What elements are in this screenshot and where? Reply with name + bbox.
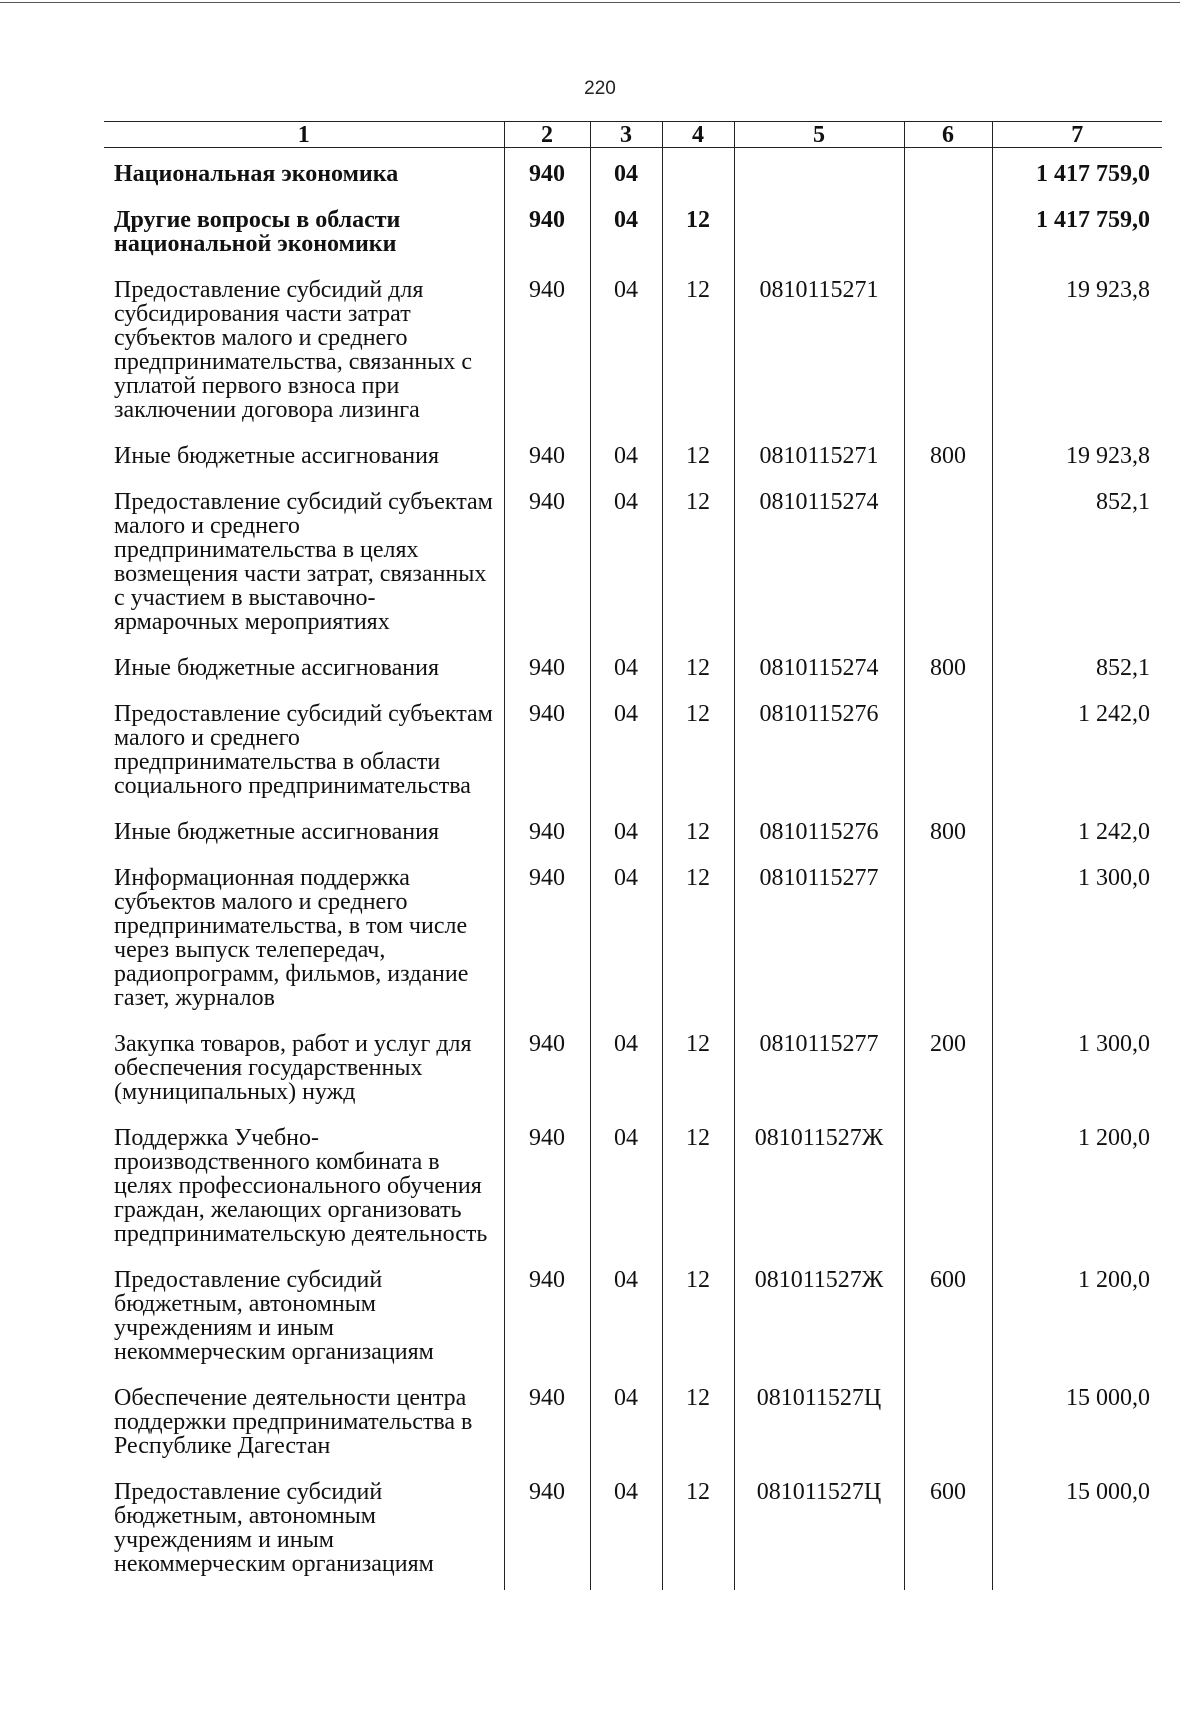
- cell-expense-type: 200: [904, 1024, 992, 1118]
- cell-amount: 15 000,0: [992, 1378, 1162, 1472]
- cell-ministry-code: 940: [504, 1378, 590, 1472]
- cell-subsection: 12: [662, 482, 734, 648]
- table-row: [104, 436, 1162, 482]
- page-number: 220: [584, 78, 616, 99]
- cell-section: 04: [590, 1118, 662, 1260]
- cell-target-article: 0810115271: [734, 436, 904, 482]
- table-row: [104, 270, 1162, 436]
- budget-table: [104, 121, 1162, 1590]
- cell-description: Предоставление субсидий субъектам малого и среднего предпринимательства в области социального предпринимательства: [114, 701, 493, 799]
- cell-description: Предоставление субсидий субъектам малого и среднего предпринимательства в целях возмещения части затрат, связанных с участием в выставочно-ярмарочных мероприятиях: [114, 489, 493, 635]
- cell-amount: 1 200,0: [992, 1260, 1162, 1378]
- cell-section: 04: [590, 812, 662, 858]
- table-header: [104, 122, 1162, 148]
- cell-amount: 1 300,0: [992, 1024, 1162, 1118]
- cell-target-article: 0810115271: [734, 270, 904, 436]
- header-col-5: 5: [734, 122, 904, 148]
- cell-target-article: 0810115274: [734, 482, 904, 648]
- cell-ministry-code: 940: [504, 1118, 590, 1260]
- header-col-2: 2: [504, 122, 590, 148]
- table-body: [104, 148, 1162, 1591]
- cell-section: 04: [590, 1024, 662, 1118]
- cell-expense-type: 800: [904, 436, 992, 482]
- cell-subsection: 12: [662, 858, 734, 1024]
- cell-expense-type: [904, 270, 992, 436]
- cell-description: Национальная экономика: [114, 161, 399, 187]
- cell-description: Обеспечение деятельности центра поддержки предпринимательства в Республике Дагестан: [114, 1385, 473, 1459]
- cell-section: 04: [590, 436, 662, 482]
- header-col-6: 6: [904, 122, 992, 148]
- cell-amount: 19 923,8: [992, 436, 1162, 482]
- cell-ministry-code: 940: [504, 812, 590, 858]
- cell-amount: 1 417 759,0: [992, 200, 1162, 270]
- table-row: [104, 1118, 1162, 1260]
- cell-ministry-code: 940: [504, 648, 590, 694]
- header-row: [104, 122, 1162, 148]
- cell-target-article: 081011527Ж: [734, 1118, 904, 1260]
- cell-amount: 1 417 759,0: [992, 148, 1162, 201]
- cell-ministry-code: 940: [504, 482, 590, 648]
- cell-description: Предоставление субсидий бюджетным, автономным учреждениям и иным некоммерческим организациям: [114, 1479, 434, 1577]
- table-row: [104, 1260, 1162, 1378]
- cell-amount: 852,1: [992, 648, 1162, 694]
- cell-section: 04: [590, 858, 662, 1024]
- cell-expense-type: [904, 1378, 992, 1472]
- cell-ministry-code: 940: [504, 200, 590, 270]
- cell-description: Информационная поддержка субъектов малого и среднего предпринимательства, в том числе через выпуск телепередач, радиопрограмм, фильмов, издание газет, журналов: [114, 865, 469, 1011]
- cell-subsection: 12: [662, 812, 734, 858]
- cell-target-article: 0810115277: [734, 1024, 904, 1118]
- cell-section: 04: [590, 200, 662, 270]
- cell-section: 04: [590, 482, 662, 648]
- cell-subsection: 12: [662, 1260, 734, 1378]
- cell-amount: 852,1: [992, 482, 1162, 648]
- table-row: [104, 648, 1162, 694]
- cell-target-article: 0810115274: [734, 648, 904, 694]
- header-col-7: 7: [992, 122, 1162, 148]
- cell-amount: 19 923,8: [992, 270, 1162, 436]
- cell-target-article: 081011527Ж: [734, 1260, 904, 1378]
- cell-ministry-code: 940: [504, 1260, 590, 1378]
- cell-section: 04: [590, 1472, 662, 1590]
- table-row: [104, 858, 1162, 1024]
- cell-description: Иные бюджетные ассигнования: [114, 655, 439, 681]
- cell-description: Предоставление субсидий бюджетным, автономным учреждениям и иным некоммерческим организациям: [114, 1267, 434, 1365]
- table-row: [104, 694, 1162, 812]
- cell-description: Иные бюджетные ассигнования: [114, 819, 439, 845]
- cell-target-article: 0810115277: [734, 858, 904, 1024]
- table-row: [104, 1378, 1162, 1472]
- cell-ministry-code: 940: [504, 436, 590, 482]
- cell-expense-type: [904, 482, 992, 648]
- cell-subsection: 12: [662, 694, 734, 812]
- header-col-1: 1: [104, 122, 504, 148]
- cell-expense-type: [904, 858, 992, 1024]
- table-row: [104, 1024, 1162, 1118]
- cell-subsection: [662, 148, 734, 201]
- cell-subsection: 12: [662, 200, 734, 270]
- cell-amount: 1 242,0: [992, 812, 1162, 858]
- cell-target-article: 0810115276: [734, 694, 904, 812]
- cell-expense-type: [904, 1118, 992, 1260]
- cell-ministry-code: 940: [504, 1024, 590, 1118]
- cell-description: Предоставление субсидий для субсидирования части затрат субъектов малого и среднего предпринимательства, связанных с уплатой первого взноса при заключении договора лизинга: [114, 277, 472, 423]
- cell-expense-type: 600: [904, 1260, 992, 1378]
- cell-target-article: [734, 200, 904, 270]
- cell-ministry-code: 940: [504, 148, 590, 201]
- cell-subsection: 12: [662, 1378, 734, 1472]
- cell-target-article: [734, 148, 904, 201]
- cell-subsection: 12: [662, 1024, 734, 1118]
- table-row: [104, 148, 1162, 201]
- cell-subsection: 12: [662, 1472, 734, 1590]
- cell-expense-type: 800: [904, 648, 992, 694]
- cell-amount: 1 242,0: [992, 694, 1162, 812]
- cell-ministry-code: 940: [504, 270, 590, 436]
- cell-section: 04: [590, 270, 662, 436]
- cell-target-article: 081011527Ц: [734, 1472, 904, 1590]
- cell-expense-type: 800: [904, 812, 992, 858]
- cell-ministry-code: 940: [504, 858, 590, 1024]
- table-row: [104, 812, 1162, 858]
- table-row: [104, 200, 1162, 270]
- cell-section: 04: [590, 694, 662, 812]
- cell-subsection: 12: [662, 436, 734, 482]
- cell-description: Другие вопросы в области национальной экономики: [114, 207, 401, 257]
- cell-target-article: 081011527Ц: [734, 1378, 904, 1472]
- cell-description: Поддержка Учебно-производственного комбината в целях профессионального обучения граждан, желающих организовать предпринимательскую деятельность: [114, 1125, 488, 1247]
- cell-amount: 15 000,0: [992, 1472, 1162, 1590]
- cell-section: 04: [590, 148, 662, 201]
- cell-ministry-code: 940: [504, 1472, 590, 1590]
- cell-ministry-code: 940: [504, 694, 590, 812]
- cell-expense-type: [904, 694, 992, 812]
- scan-top-border: [0, 2, 1180, 3]
- cell-expense-type: [904, 200, 992, 270]
- cell-subsection: 12: [662, 648, 734, 694]
- cell-target-article: 0810115276: [734, 812, 904, 858]
- cell-amount: 1 300,0: [992, 858, 1162, 1024]
- cell-description: Иные бюджетные ассигнования: [114, 443, 439, 469]
- cell-subsection: 12: [662, 270, 734, 436]
- cell-expense-type: [904, 148, 992, 201]
- cell-expense-type: 600: [904, 1472, 992, 1590]
- cell-amount: 1 200,0: [992, 1118, 1162, 1260]
- table-row: [104, 1472, 1162, 1590]
- table-row: [104, 482, 1162, 648]
- cell-section: 04: [590, 648, 662, 694]
- header-col-4: 4: [662, 122, 734, 148]
- cell-section: 04: [590, 1378, 662, 1472]
- header-col-3: 3: [590, 122, 662, 148]
- cell-subsection: 12: [662, 1118, 734, 1260]
- cell-description: Закупка товаров, работ и услуг для обеспечения государственных (муниципальных) нужд: [114, 1031, 472, 1105]
- cell-section: 04: [590, 1260, 662, 1378]
